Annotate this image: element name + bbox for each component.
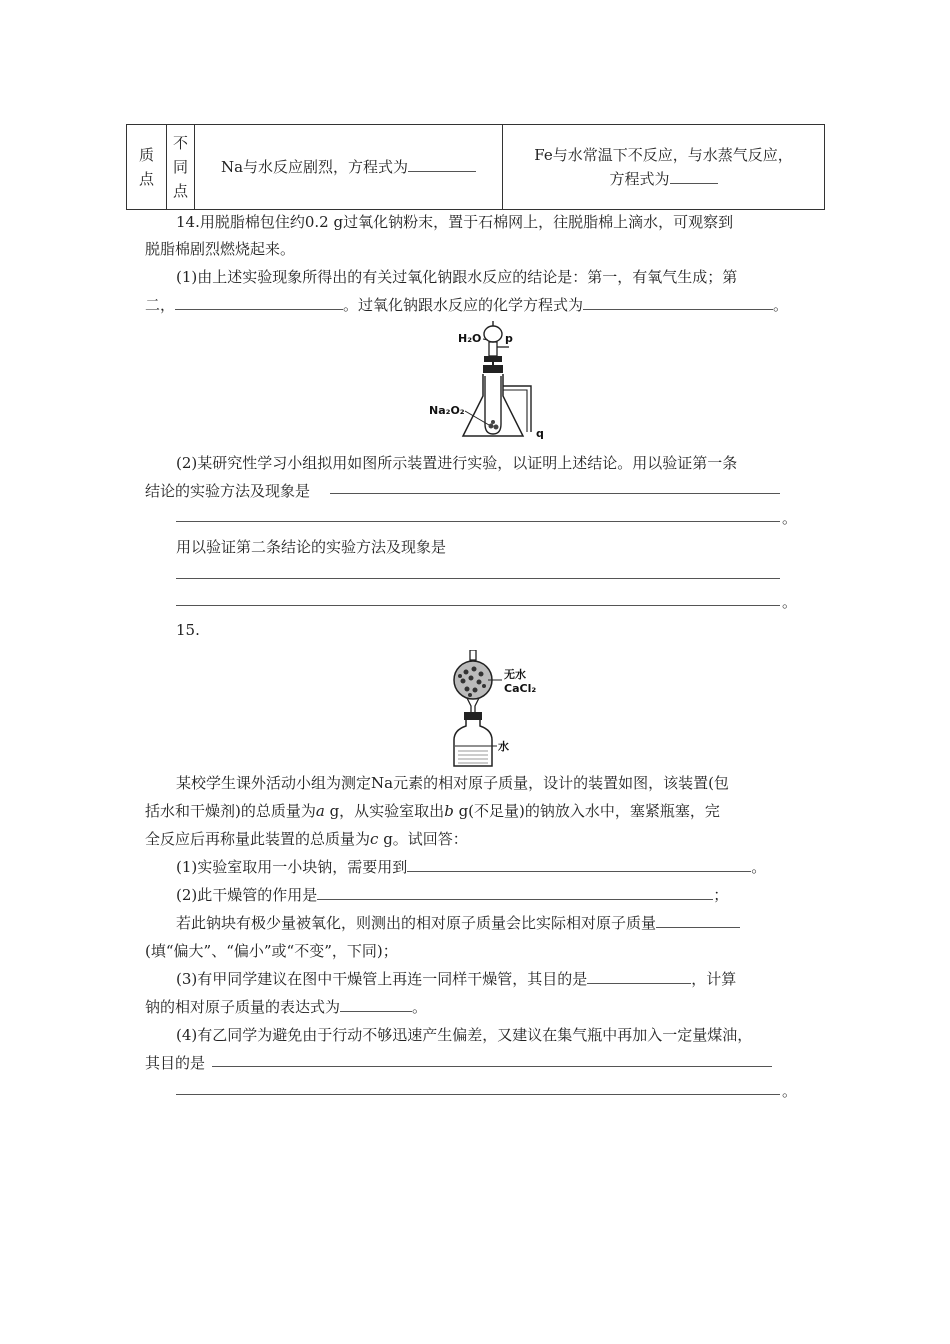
q14-method2-period: 。 xyxy=(782,593,798,611)
stopper-flask xyxy=(483,365,503,373)
q14-part2-line4: 用以验证第二条结论的实验方法及现象是 xyxy=(176,538,447,556)
q14-conclusion-blank[interactable] xyxy=(175,295,343,310)
row-label-char: 质 xyxy=(138,146,154,164)
q15-part3-text: (3)有甲同学建议在图中干燥管上再连一同样干燥管，其目的是 xyxy=(176,970,588,988)
fe-cell xyxy=(503,125,825,210)
q15-part2-text: (2)此干燥管的作用是 xyxy=(176,886,318,904)
fe-equation-blank[interactable] xyxy=(670,169,718,184)
var-a: a xyxy=(315,802,325,820)
fe-text-line1: Fe与水常温下不反应，与水蒸气反应， xyxy=(534,146,793,164)
row-label-char: 点 xyxy=(138,170,154,188)
na-text: Na与水反应剧烈，方程式为 xyxy=(220,158,409,176)
funnel-stem xyxy=(489,342,497,356)
label-q: q xyxy=(536,427,544,440)
q15-part1-period: 。 xyxy=(751,858,767,876)
q14-method1-blank-a[interactable] xyxy=(330,493,780,494)
q15-part2b-text: 若此钠块有极少量被氧化，则测出的相对原子质量会比实际相对原子质量 xyxy=(176,914,657,932)
q15-part2b-line2: (填“偏大”、“偏小”或“不变”，下同)； xyxy=(145,942,398,960)
var-b: b xyxy=(444,802,454,820)
q14-equation-blank[interactable] xyxy=(583,295,773,310)
q15-second-dryer-purpose-blank[interactable] xyxy=(587,969,691,984)
q15-stem-line3-part2: g。试回答： xyxy=(378,830,468,848)
var-c: c xyxy=(370,830,379,848)
q15-stem-line2-part1: 括水和干燥剂)的总质量为 xyxy=(145,802,316,820)
q15-part3-line2 xyxy=(145,997,427,1017)
q15-part2b-line1 xyxy=(176,913,740,933)
q15-stem-line1: 某校学生课外活动小组为测定Na元素的相对原子质量，设计的装置如图，该装置(包 xyxy=(176,774,729,792)
q15-part3-period: 。 xyxy=(412,998,428,1016)
q15-dryer-purpose-blank[interactable] xyxy=(317,885,713,900)
q15-stem-line2-part3: g(不足量)的钠放入水中，塞紧瓶塞，完 xyxy=(453,802,720,820)
q15-tools-blank[interactable] xyxy=(407,857,751,872)
q14-method2-blank-a[interactable] xyxy=(176,578,780,579)
comparison-table xyxy=(126,124,825,210)
q15-apparatus-figure xyxy=(440,650,560,768)
label-water: 水 xyxy=(498,740,509,753)
q14-part1-line1: (1)由上述实验现象所得出的有关过氧化钠跟水反应的结论是：第一，有氧气生成；第 xyxy=(176,268,738,286)
q14-part2-line2: 结论的实验方法及现象是 xyxy=(145,482,311,500)
q15-part3-tail: ，计算 xyxy=(691,970,737,988)
q14-part1-lead: 二， xyxy=(145,296,176,314)
label-desiccant2: CaCl₂ xyxy=(504,682,537,695)
diff-label-cell xyxy=(167,125,195,210)
q15-oxidized-effect-blank[interactable] xyxy=(656,913,740,928)
q14-apparatus-figure xyxy=(425,318,595,446)
q15-part4-line1: (4)有乙同学为避免由于行动不够迅速产生偏差，又建议在集气瓶中再加入一定量煤油， xyxy=(176,1026,753,1044)
label-reagent: Na₂O₂ xyxy=(429,404,465,417)
diff-label-char: 不 xyxy=(172,134,188,152)
fe-text-line2: 方程式为 xyxy=(609,170,670,188)
q14-method1-blank-b[interactable] xyxy=(176,521,780,522)
q15-number: 15. xyxy=(176,621,200,639)
q14-stem-line2: 脱脂棉剧烈燃烧起来。 xyxy=(145,240,296,258)
q15-expression-blank[interactable] xyxy=(340,997,412,1012)
q15-part1-line xyxy=(176,857,766,877)
diff-label-char: 同 xyxy=(172,158,188,176)
q15-part3-line1 xyxy=(176,969,736,989)
q15-stem-line3-part1: 全反应后再称量此装置的总质量为 xyxy=(145,830,371,848)
q15-stem-line3 xyxy=(145,829,468,849)
q14-part1-mid: 。过氧化钠跟水反应的化学方程式为 xyxy=(343,296,584,314)
drying-tube-bulb xyxy=(454,661,492,699)
label-water: H₂O xyxy=(458,332,482,345)
q15-part4-period: 。 xyxy=(782,1082,798,1100)
q14-part1-period: 。 xyxy=(773,296,789,314)
label-p: p xyxy=(505,332,513,345)
label-desiccant1: 无水 xyxy=(504,668,526,681)
q14-part2-line1: (2)某研究性学习小组拟用如图所示装置进行实验，以证明上述结论。用以验证第一条 xyxy=(176,454,738,472)
q14-stem-line1: 14.用脱脂棉包住约0.2 g过氧化钠粉末，置于石棉网上，往脱脂棉上滴水，可观察到 xyxy=(176,213,734,231)
drying-tube-top xyxy=(470,650,476,660)
na-equation-blank[interactable] xyxy=(408,157,476,172)
diff-label-char: 点 xyxy=(172,182,188,200)
q15-stem-line2 xyxy=(145,801,720,821)
q15-part3-expression-text: 钠的相对原子质量的表达式为 xyxy=(145,998,341,1016)
q15-part4-line2: 其目的是 xyxy=(145,1054,206,1072)
bottle-stopper xyxy=(464,712,482,720)
q14-method2-blank-b[interactable] xyxy=(176,605,780,606)
q14-part1-line2 xyxy=(145,295,788,315)
q15-part1-text: (1)实验室取用一小块钠，需要用到 xyxy=(176,858,408,876)
q15-kerosene-blank-b[interactable] xyxy=(176,1094,780,1095)
stopper-top xyxy=(484,356,502,362)
row-label-cell xyxy=(127,125,167,210)
q15-part2-line xyxy=(176,885,728,905)
na-cell xyxy=(195,125,503,210)
q14-method1-period: 。 xyxy=(782,509,798,527)
q15-stem-line2-part2: g，从实验室取出 xyxy=(324,802,445,820)
q15-part2-semicolon: ； xyxy=(713,886,729,904)
q15-kerosene-blank-a[interactable] xyxy=(212,1066,772,1067)
